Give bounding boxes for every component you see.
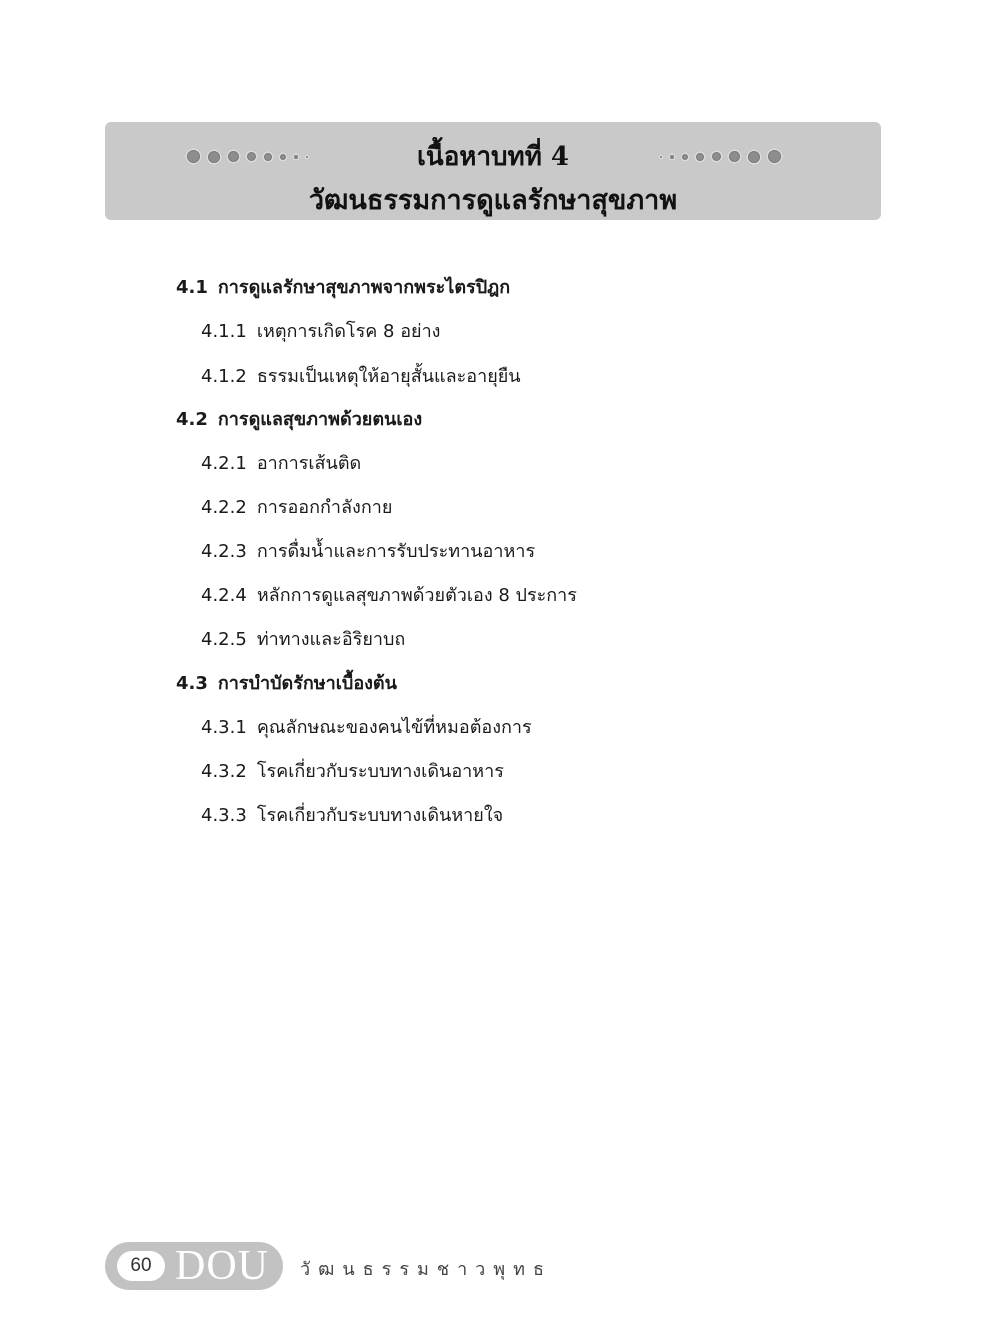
- section-number: 4.3: [176, 673, 208, 694]
- dot-icon: [668, 153, 676, 161]
- item-title: อาการเส้นติด: [256, 453, 362, 474]
- chapter-label: เนื้อหาบทที่ 4: [417, 142, 569, 172]
- chapter-title: วัฒนธรรมการดูแลรักษาสุขภาพ: [308, 185, 678, 216]
- item-title: หลักการดูแลสุขภาพด้วยตัวเอง 8 ประการ: [256, 585, 577, 606]
- item-title: ธรรมเป็นเหตุให้อายุสั้นและอายุยืน: [256, 366, 521, 387]
- toc-item: [201, 628, 405, 652]
- item-title: เหตุการเกิดโรค 8 อย่าง: [256, 321, 441, 342]
- section-number: 4.1: [176, 277, 208, 298]
- item-number: 4.3.1: [201, 717, 247, 738]
- item-number: 4.1.2: [201, 366, 247, 387]
- item-title: การดื่มน้ำและการรับประทานอาหาร: [256, 541, 536, 562]
- toc-section-heading: [176, 408, 422, 432]
- dot-icon: [710, 150, 723, 163]
- item-title: การออกกำลังกาย: [256, 497, 393, 518]
- section-number: 4.2: [176, 409, 208, 430]
- item-number: 4.3.2: [201, 761, 247, 782]
- item-title: คุณลักษณะของคนไข้ที่หมอต้องการ: [256, 717, 532, 738]
- dot-icon: [746, 149, 762, 165]
- chapter-header-banner: [105, 122, 881, 220]
- item-number: 4.2.4: [201, 585, 247, 606]
- section-title: การดูแลสุขภาพด้วยตนเอง: [217, 409, 423, 430]
- page-number: 60: [117, 1251, 165, 1281]
- item-number: 4.2.1: [201, 453, 247, 474]
- toc-item: [201, 496, 392, 520]
- dot-icon: [727, 149, 742, 164]
- toc-item: [201, 452, 361, 476]
- item-title: โรคเกี่ยวกับระบบทางเดินหายใจ: [256, 805, 504, 826]
- section-title: การดูแลรักษาสุขภาพจากพระไตรปิฎก: [217, 277, 511, 298]
- toc-item: [201, 584, 577, 608]
- item-number: 4.2.3: [201, 541, 247, 562]
- toc-item: [201, 365, 521, 389]
- toc-item: [201, 760, 504, 784]
- item-number: 4.2.5: [201, 629, 247, 650]
- item-title: โรคเกี่ยวกับระบบทางเดินอาหาร: [256, 761, 504, 782]
- decorative-dots-right: [658, 148, 783, 165]
- toc-item: [201, 320, 440, 344]
- toc-item: [201, 540, 535, 564]
- item-number: 4.3.3: [201, 805, 247, 826]
- toc-section-heading: [176, 672, 397, 696]
- item-title: ท่าทางและอิริยาบถ: [256, 629, 406, 650]
- toc-item: [201, 804, 503, 828]
- dot-icon: [766, 148, 783, 165]
- dot-icon: [658, 154, 664, 160]
- item-number: 4.2.2: [201, 497, 247, 518]
- dot-icon: [680, 152, 690, 162]
- toc-item: [201, 716, 532, 740]
- footer-badge: [105, 1242, 283, 1290]
- dot-icon: [694, 151, 706, 163]
- item-number: 4.1.1: [201, 321, 247, 342]
- section-title: การบำบัดรักษาเบื้องต้น: [217, 673, 397, 694]
- book-title: วัฒนธรรมชาวพุทธ: [300, 1259, 553, 1280]
- toc-section-heading: [176, 276, 510, 300]
- dou-logo: DOU: [175, 1243, 269, 1289]
